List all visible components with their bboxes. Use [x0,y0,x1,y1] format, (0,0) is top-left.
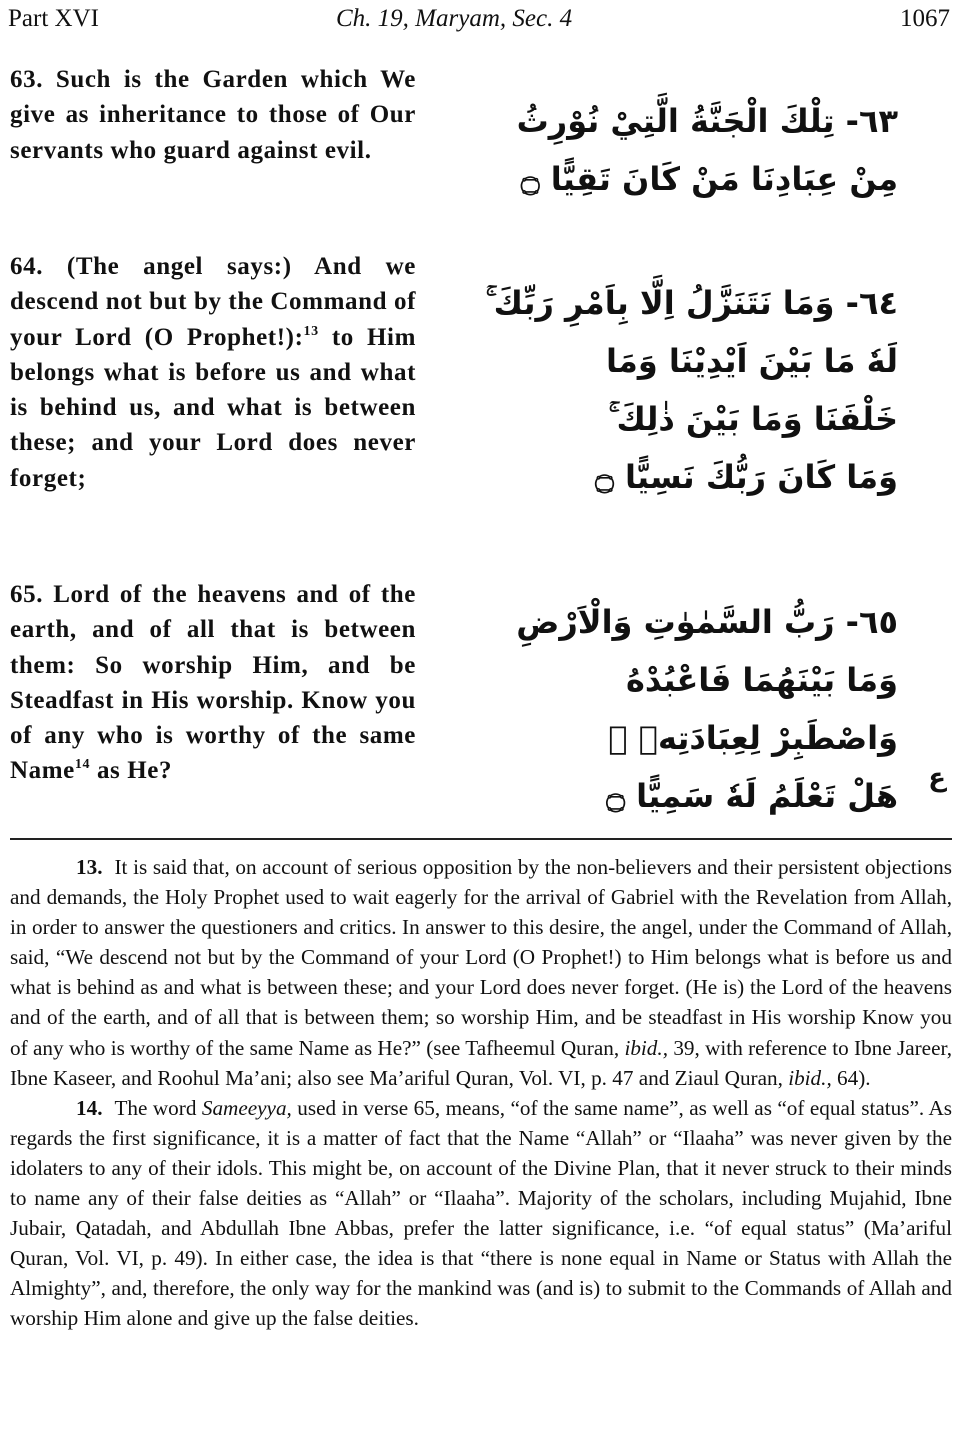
footnote-text: It is said that, on account of serious opposition by the non-believers and their persistent objections and demands, the Holy Prophet used to wait eagerly for the arrival of Gabriel with the Revelation from Allah, in order to answer the questioners and critics. In answer to this desire, the angel, under the Command of Allah, said, “We descend not but by the Command of your Lord (O Prophet!) to Him belongs what is before us and what is behind as and what is between these; and your Lord does never forget. (He is) the Lord of the heavens and of the earth, and of all that is between them; so worship Him, and be steadfast in His worship Know you of any who is worthy of the same Name as He?” (see Tafheemul Quran, [10,855,952,1060]
arabic-line: مِنْ عِبَادِنَا مَنْ كَانَ تَقِيًّا ۝ [520,160,898,198]
arabic-line: وَاصْطَبِرْ لِعِبَادَتِهٖ ۚ [608,719,898,757]
verse-english: 63. Such is the Garden which We give as inheritance to those of Our servants who guard against evil. [10,66,416,164]
arabic-line: خَلْفَنَا وَمَا بَيْنَ ذٰلِكَ ۚ [608,400,898,438]
verse-text: 64. (The angel says:) And we descend not but by the Command of your Lord (O Prophet!): [10,253,416,351]
arabic-line: ٦٤- وَمَا نَتَنَزَّلُ اِلَّا بِاَمْرِ رَبِّكَ ۚ [485,284,898,322]
footnote-13 [10,852,952,1093]
footnote-14 [10,1093,952,1334]
footnote-number: 14. [76,1095,103,1120]
ruku-mark: ع [928,763,946,793]
chapter-title: Ch. 19, Maryam, Sec. 4 [336,5,573,32]
verse-text: to Him belongs what is before us and what is behind us, and what is between these; and your Lord does never forget; [10,323,416,492]
page-number: 1067 [900,5,950,32]
footnote-ref: 14 [74,757,91,773]
arabic-line: وَمَا كَانَ رَبُّكَ نَسِيًّا ۝ [595,458,898,496]
verse-text: as He? [90,757,173,785]
footnote-ref: 13 [303,323,319,339]
footnote-text: The word [114,1095,202,1120]
verse-arabic [485,274,898,506]
arabic-line: ٦٣- تِلْكَ الْجَنَّةُ الَّتِيْ نُوْرِثُ [516,102,898,140]
verse-arabic [516,92,898,208]
footnote-divider [10,838,952,840]
verse-arabic [516,593,898,825]
footnotes [10,852,952,1334]
verse-text: 65. Lord of the heavens and of the earth, and of all that is between them: So worship Him, and be Steadfast in His worship. Know you of any who is worthy of the same Name [10,581,416,785]
footnote-italic: Sameeyya, [201,1095,292,1120]
footnote-italic: ibid., [788,1065,832,1090]
verse-english [10,249,416,496]
footnote-text: used in verse 65, means, “of the same name”, as well as “of equal status”. As regards the first significance, it is a matter of fact that the Name “Allah” or “Ilaaha” was never given by the idolaters to any of their idols. This might be, on account of the Divine Plan, that it never struck to their minds to name any of their false deities as “Allah” or “Ilaaha”. Majority of the scholars, including Mujahid, Ibne Jubair, Qatadah, and Abdullah Ibne Abbas, prefer the latter significance, i.e. “of equal status” (Ma’ariful Quran, Vol. VI, p. 49). In either case, the idea is that “there is none equal in Name or Status with Allah the Almighty”, and, therefore, the only way for the mankind was (and is) to submit to the Commands of Allah and worship Him alone and give up the false deities. [10,1095,952,1331]
footnote-italic: ibid., [624,1035,668,1060]
page-header [8,4,950,34]
arabic-line: ٦٥- رَبُّ السَّمٰوٰتِ وَالْاَرْضِ [516,603,898,641]
verse-english [10,577,416,789]
footnote-text: 39, with reference to Ibne Jareer, Ibne Kaseer, and Roohul Ma’ani; also see Ma’ariful Quran, Vol. VI, p. 47 and Ziaul Quran, [10,1035,952,1090]
part-label: Part XVI [8,5,99,32]
arabic-line: لَهٗ مَا بَيْنَ اَيْدِيْنَا وَمَا [606,342,898,380]
arabic-line: هَلْ تَعْلَمُ لَهٗ سَمِيًّا ۝ [606,777,898,815]
footnote-number: 13. [76,855,103,879]
arabic-line: وَمَا بَيْنَهُمَا فَاعْبُدْهُ [626,661,898,699]
footnote-text: 64). [831,1065,871,1090]
